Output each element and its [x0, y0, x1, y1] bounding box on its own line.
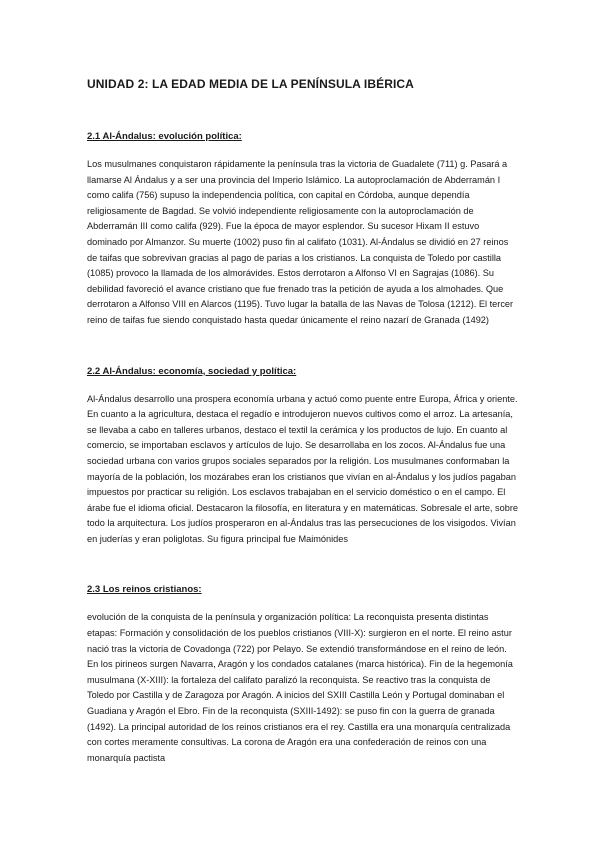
document-title: UNIDAD 2: LA EDAD MEDIA DE LA PENÍNSULA IBÉRICA	[87, 77, 414, 91]
section-economia-sociedad	[87, 365, 519, 548]
section-reinos-cristianos	[87, 583, 519, 766]
document-content	[87, 76, 519, 766]
section-heading: 2.2 Al-Ándalus: economía, sociedad y política:	[87, 365, 297, 377]
section-body: Al-Ándalus desarrollo una prospera economía urbana y actuó como puente entre Europa, África y oriente. En cuanto a la agricultura, destaca el regadío e introdujeron nuevos cultivos como el arroz. La artesanía, se llevaba a cabo en talleres urbanos, destaco el textil la cerámica y los productos de lujo. En cuanto al comercio, se importaban esclavos y artículos de lujo. Se desarrollaba en los zocos. Al-Ándalus fue una sociedad urbana con varios grupos sociales separados por la religión. Los musulmanes conformaban la mayoría de la población, los mozárabes eran los cristianos que vivían en al-Ándalus y los judíos pagaban impuestos por practicar su religión. Los esclavos trabajaban en el servicio doméstico o en el campo. El árabe fue el idioma oficial. Destacaron la filosofía, en literatura y en matemáticas. Sobresale el arte, sobre todo la arquitectura. Los judíos prosperaron en al-Ándalus tras las persecuciones de los visigodos. Vivían en juderías y eran poliglotas. Su figura principal fue Maimónides	[87, 393, 519, 544]
section-heading: 2.3 Los reinos cristianos:	[87, 584, 202, 596]
section-evolucion-politica	[87, 130, 519, 329]
section-body: evolución de la conquista de la península y organización política: La reconquista presenta distintas etapas: Formación y consolidación de los pueblos cristianos (VIII-X): surgieron en el norte. El reino astur nació tras la victoria de Covadonga (722) por Pelayo. Se extendió transformándose en el reino de león. En los pirineos surgen Navarra, Aragón y los condados catalanes (marca histórica). Fin de la hegemonía musulmana (X-XIII): la fortaleza del califato paralizó la reconquista. Se reactivo tras la conquista de Toledo por Castilla y de Zaragoza por Aragón. A inicios del SXIII Castilla León y Portugal dominaban el Guadiana y Aragón el Ebro. Fin de la reconquista (SXIII-1492): se puso fin con la guerra de granada (1492). La principal autoridad de los reinos cristianos era el rey. Castilla era una monarquía centralizada con cortes meramente consultivas. La corona de Aragón era una confederación de reinos con una monarquía pactista	[87, 612, 513, 763]
section-heading: 2.1 Al-Ándalus: evolución política:	[87, 131, 242, 142]
section-body: Los musulmanes conquistaron rápidamente la península tras la victoria de Guadalete (711) g. Pasará a llamarse Al Ándalus y a ser una provincia del Imperio Islámico. La autoproclamación de Abderramán I como califa (756) supuso la independencia política, con capital en Córdoba, aunque dependía religiosamente de Bagdad. Se volvió independiente religiosamente con la autoproclamación de Abderramán III como califa (929). Fue la época de mayor esplendor. Su sucesor Hixam II estuvo dominado por Almanzor. Su muerte (1002) puso fin al califato (1031). Al-Ándalus se dividió en 27 reinos de taifas que sobrevivan gracias al pago de parias a los cristianos. La conquista de Toledo por castilla (1085) provoco la llamada de los almorávides. Estos derrotaron a Alfonso VI en Sagrajas (1086). Su debilidad favoreció el avance cristiano que fue frenado tras la petición de ayuda a los almohades. Que derrotaron a Alfonso VIII en Alarcos (1195). Tuvo lugar la batalla de las Navas de Tolosa (1212). El tercer reino de taifas fue siendo conquistado hasta quedar únicamente el reino nazarí de Granada (1492)	[87, 159, 514, 325]
